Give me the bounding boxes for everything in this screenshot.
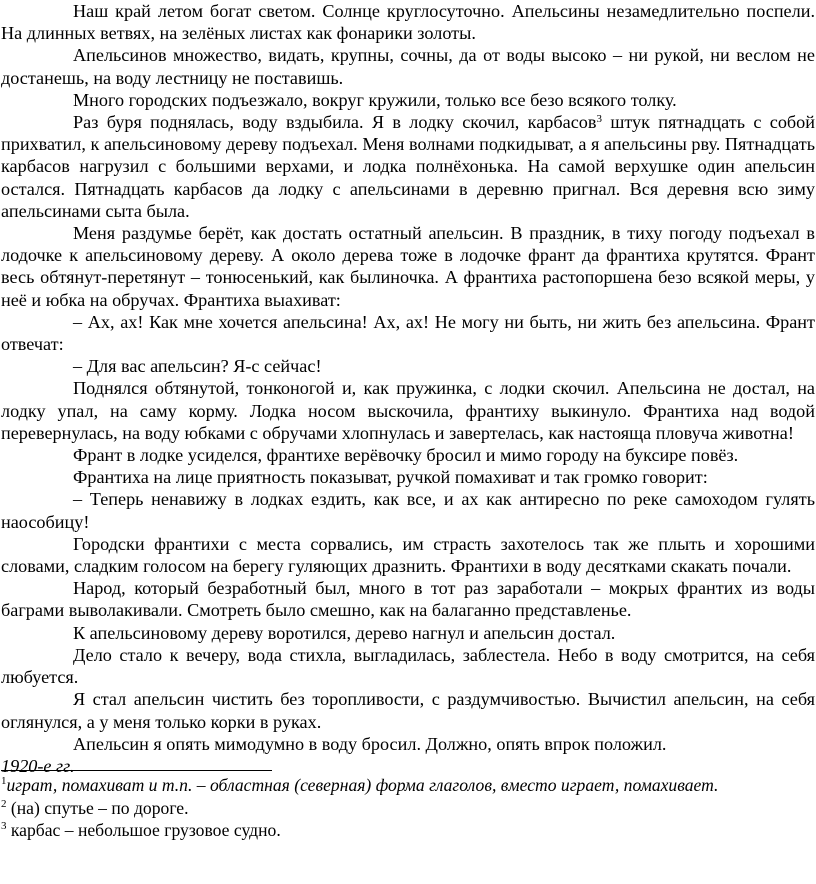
paragraph	[1, 111, 815, 222]
paragraph: Франт в лодке усиделся, франтихе верёвочку бросил и мимо городу на буксире повёз.	[73, 445, 739, 466]
footnote	[1, 774, 815, 797]
footnote	[1, 797, 815, 820]
paragraph: Поднялся обтянутой, тонконогой и, как пружинка, с лодки скочил. Апельсина не достал, на лодку упал, на саму корму. Лодка носом выскочила, франтиху выкинуло. Франтиха над водой перевернулась, на воду юбками с обручами хлопнулась и завертелась, как настояща пловуча животна!	[1, 378, 815, 443]
footnote-mark: 1	[1, 775, 7, 787]
dateline: 1920-е гг.	[1, 755, 75, 776]
footnote-separator	[1, 770, 272, 771]
paragraph: Много городских подъезжало, вокруг кружили, только все безо всякого толку.	[73, 89, 677, 110]
footnote-text: играт, помахиват и т.п. – областная (северная) форма глаголов, вместо играет, помахивает.	[6, 775, 719, 795]
paragraph: Наш край летом богат светом. Солнце круглосуточно. Апельсины незамедлительно поспели. На длинных ветвях, на зелёных листах как фонарики золоты.	[1, 1, 815, 44]
paragraph: – Ах, ах! Как мне хочется апельсина! Ах, ах! Не могу ни быть, ни жить без апельсина. Франт отвечат:	[1, 311, 815, 355]
paragraph: Городски франтихи с места сорвались, им страсть захотелось так же плыть и хорошими словами, сладким голосом на берегу гуляющих дразнить. Франтихи в воду десятками скакать почали.	[1, 533, 815, 577]
footnote	[1, 819, 815, 842]
story-text	[1, 0, 815, 777]
footnote-ref: 3	[596, 113, 602, 126]
footnotes	[1, 774, 815, 842]
paragraph: Франтиха на лице приятность показыват, ручкой помахиват и так громко говорит:	[73, 467, 708, 488]
paragraph: Народ, который безработный был, много в тот раз заработали – мокрых франтих из воды баграми выволакивали. Смотреть было смешно, как на балаганно представленье.	[1, 578, 815, 621]
footnote-text: карбас – небольшое грузовое судно.	[6, 820, 281, 840]
paragraph: Апельсин я опять мимодумно в воду бросил. Должно, опять впрок положил.	[73, 733, 667, 754]
paragraph: Апельсинов множество, видать, крупны, сочны, да от воды высоко – ни рукой, ни веслом не достанешь, на воду лестницу не поставишь.	[1, 45, 815, 88]
footnote-mark: 3	[1, 820, 7, 832]
paragraph: Дело стало к вечеру, вода стихла, выгладилась, заблестела. Небо в воду смотрится, на себя любуется.	[1, 644, 815, 688]
paragraph: – Теперь ненавижу в лодках ездить, как все, и ах как антиресно по реке самоходом гулять наособицу!	[1, 489, 815, 532]
paragraph: Меня раздумье берёт, как достать остатный апельсин. В праздник, в тиху погоду подъехал в лодочке к апельсиновому дереву. А около дерева тоже в лодочке франт да франтиха крутятся. Франт весь обтянут-перетянут – тонюсенький, как былиночка. А франтиха растопоршена безо всякой меры, у неё и юбка на обручах. Франтиха выахиват:	[1, 223, 815, 310]
paragraph: К апельсиновому дереву воротился, дерево нагнул и апельсин достал.	[73, 622, 616, 643]
paragraph-text: Раз буря поднялась, воду вздыбила. Я в лодку скочил, карбасов	[73, 112, 597, 133]
paragraph: – Для вас апельсин? Я-с сейчас!	[73, 356, 322, 377]
footnote-mark: 2	[1, 797, 7, 810]
paragraph: Я стал апельсин чистить без торопливости, с раздумчивостью. Вычистил апельсин, на себя оглянулся, а у меня только корки в руках.	[1, 689, 815, 732]
paragraph-text: штук пятнадцать с собой прихватил, к апельсиновому дереву подъехал. Меня волнами подкидыват, а я апельсины рву. Пятнадцать карбасов нагрузил с большими верхами, и лодка полнёхонька. На самой верхушке один апельсин остался. Пятнадцать карбасов да лодку с апельсинами в деревню пригнал. Вся деревня всю зиму апельсинами сыта была.	[1, 112, 816, 221]
footnote-text: (на) спутье – по дороге.	[6, 797, 189, 818]
